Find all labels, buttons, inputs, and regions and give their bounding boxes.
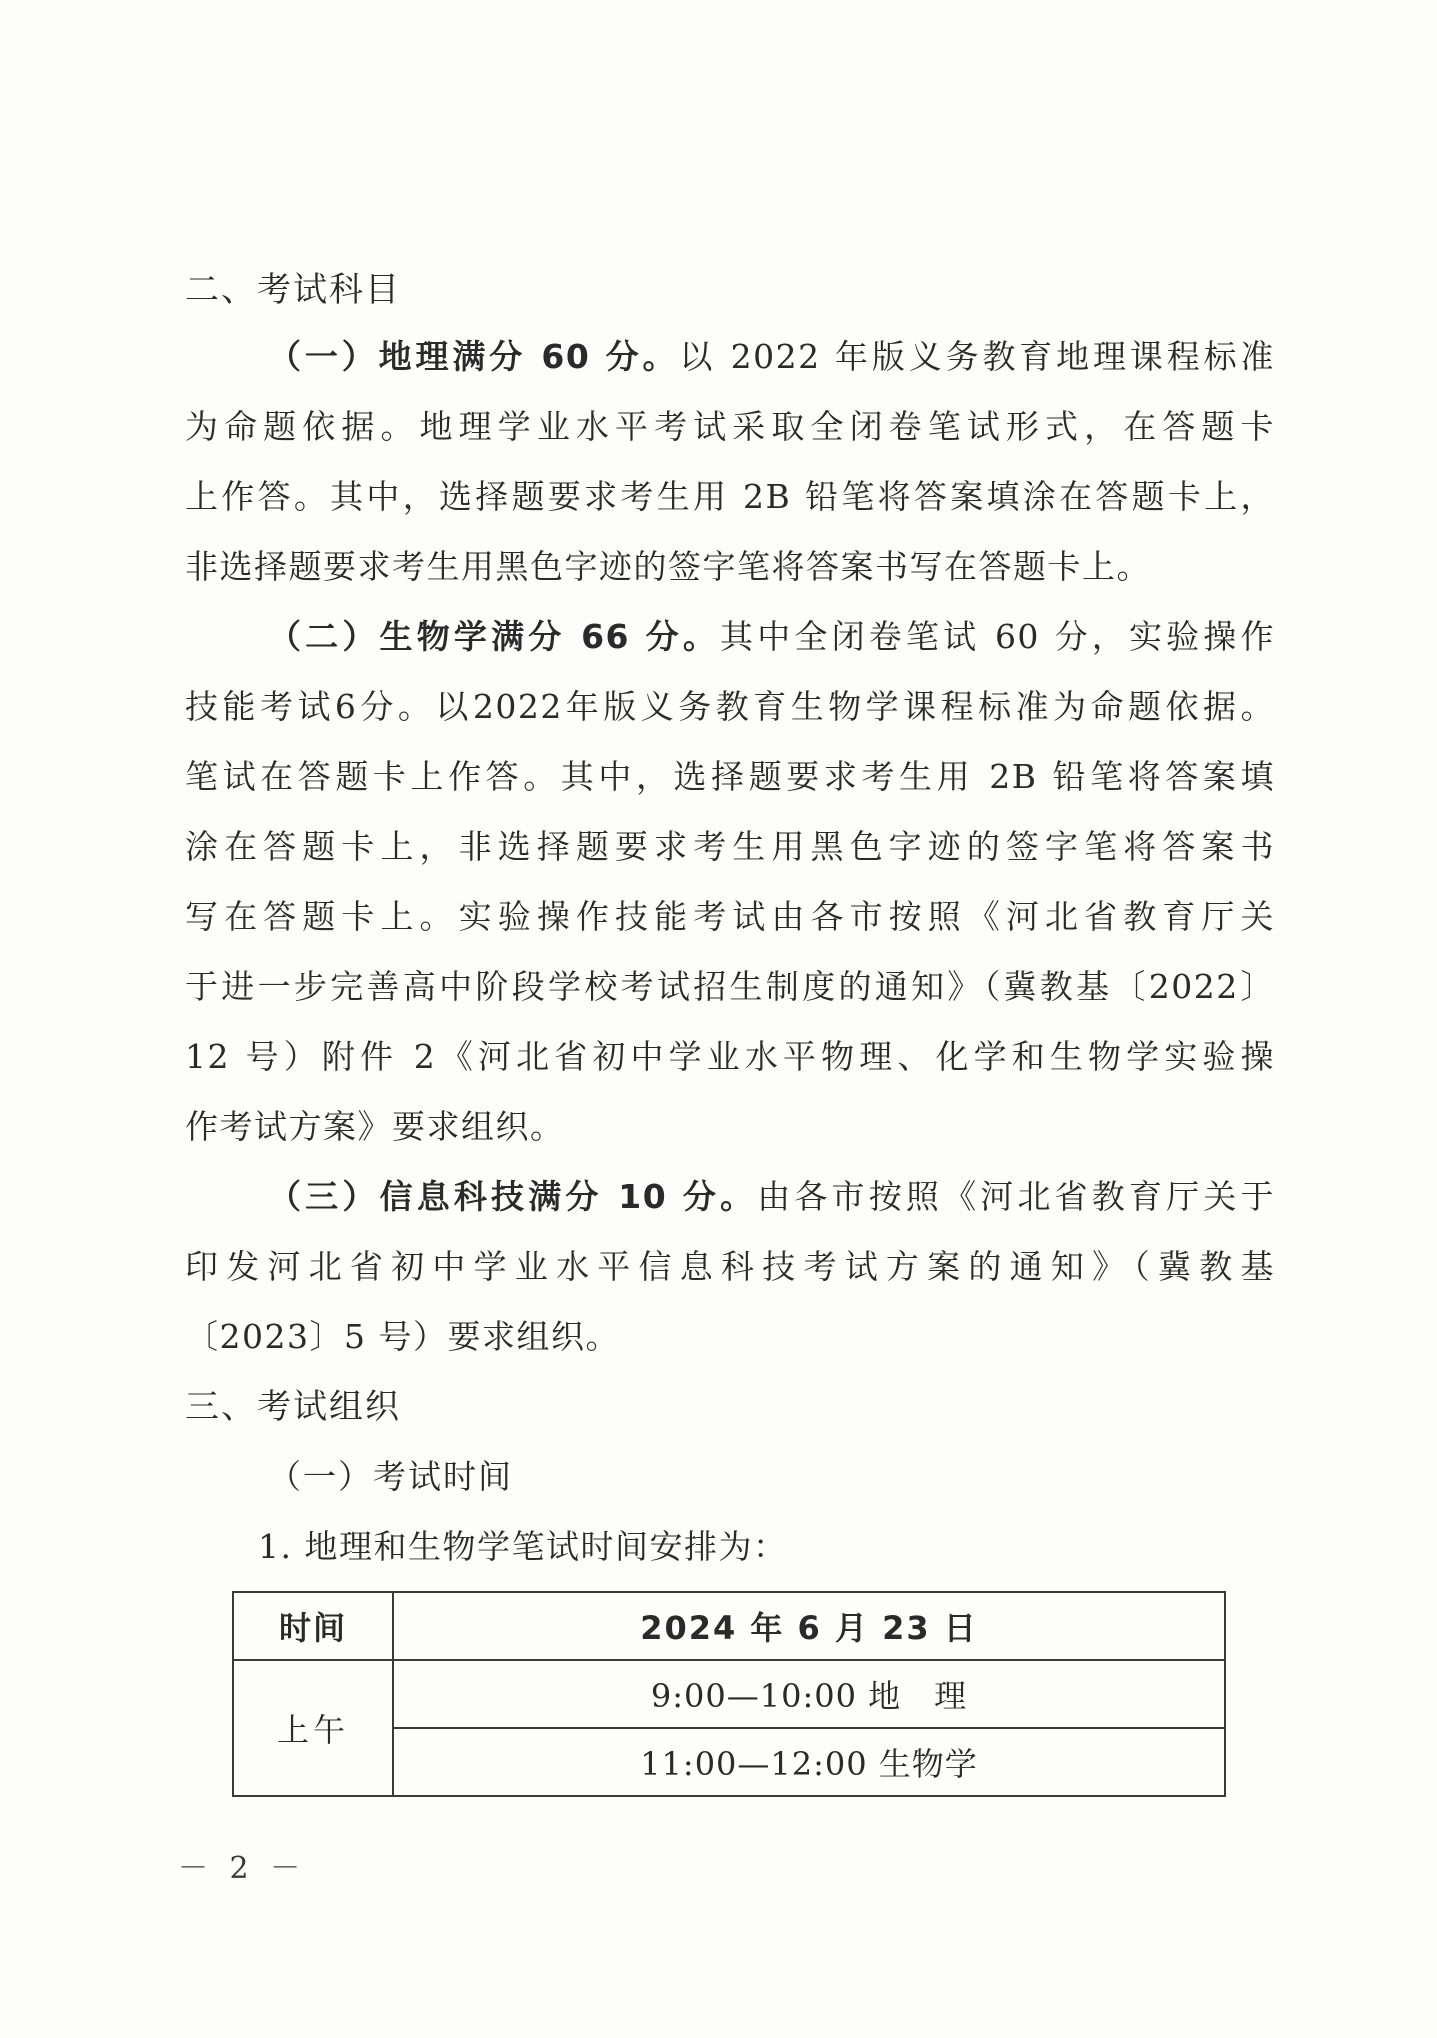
header-time-cell: 时间 bbox=[233, 1592, 393, 1660]
biology-line-7: 12 号）附件 2《河北省初中学业水平物理、化学和生物学实验操 bbox=[185, 1037, 1275, 1076]
biology-line-6: 于进一步完善高中阶段学校考试招生制度的通知》（冀教基〔2022〕 bbox=[185, 967, 1275, 1006]
infotech-line-1 bbox=[268, 1172, 1275, 1222]
biology-line-4: 涂在答题卡上，非选择题要求考生用黑色字迹的签字笔将答案书 bbox=[185, 827, 1275, 866]
biology-text-1: 其中全闭卷笔试 60 分，实验操作 bbox=[720, 617, 1275, 656]
biology-line-1 bbox=[268, 612, 1275, 662]
geography-line-1 bbox=[268, 332, 1275, 382]
infotech-line-2: 印发河北省初中学业水平信息科技考试方案的通知》（冀教基 bbox=[185, 1247, 1275, 1286]
geography-lead: （一）地理满分 60 分。 bbox=[268, 337, 680, 376]
exam-schedule-table bbox=[232, 1591, 1226, 1797]
infotech-lead: （三）信息科技满分 10 分。 bbox=[268, 1177, 758, 1216]
geography-line-2: 为命题依据。地理学业水平考试采取全闭卷笔试形式，在答题卡 bbox=[185, 407, 1275, 446]
page-number: － 2 － bbox=[178, 1851, 307, 1886]
biology-lead: （二）生物学满分 66 分。 bbox=[268, 617, 721, 656]
geography-line-4: 非选择题要求考生用黑色字迹的签字笔将答案书写在答题卡上。 bbox=[185, 547, 1151, 586]
infotech-text-1: 由各市按照《河北省教育厅关于 bbox=[757, 1177, 1275, 1216]
slot-cell-geography: 9:00—10:00 地 理 bbox=[393, 1660, 1225, 1728]
subheading-exam-time: （一）考试时间 bbox=[268, 1457, 513, 1496]
biology-line-5: 写在答题卡上。实验操作技能考试由各市按照《河北省教育厅关 bbox=[185, 897, 1275, 936]
period-cell: 上午 bbox=[233, 1660, 393, 1796]
biology-line-8: 作考试方案》要求组织。 bbox=[185, 1107, 565, 1146]
geography-line-3: 上作答。其中，选择题要求考生用 2B 铅笔将答案填涂在答题卡上， bbox=[185, 477, 1275, 516]
geography-text-1: 以 2022 年版义务教育地理课程标准 bbox=[679, 337, 1275, 376]
table-row bbox=[233, 1660, 1225, 1728]
section-heading-organization: 三、考试组织 bbox=[185, 1387, 401, 1427]
section-heading-subjects: 二、考试科目 bbox=[185, 270, 401, 310]
slot-cell-biology: 11:00—12:00 生物学 bbox=[393, 1728, 1225, 1796]
biology-line-3: 笔试在答题卡上作答。其中，选择题要求考生用 2B 铅笔将答案填 bbox=[185, 757, 1275, 796]
schedule-intro: 1. 地理和生物学笔试时间安排为： bbox=[258, 1527, 788, 1566]
biology-line-2: 技能考试6分。以2022年版义务教育生物学课程标准为命题依据。 bbox=[185, 687, 1275, 726]
table-header-row bbox=[233, 1592, 1225, 1660]
infotech-line-3: 〔2023〕5 号）要求组织。 bbox=[185, 1317, 620, 1356]
header-date-cell: 2024 年 6 月 23 日 bbox=[393, 1592, 1225, 1660]
